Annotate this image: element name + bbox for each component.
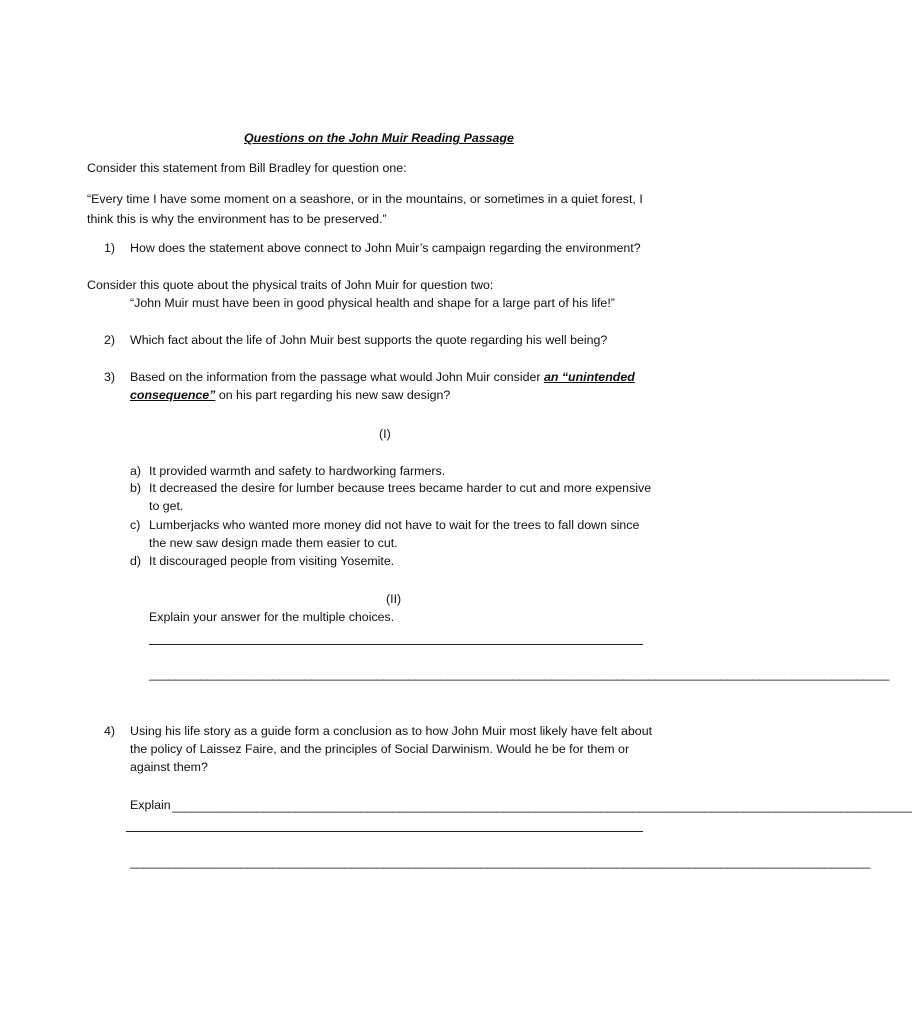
answer-line-dashed[interactable]: __________________________________________________________________________________________________________________	[130, 855, 870, 869]
question-text-line-3: against them?	[130, 760, 208, 774]
question-text-line-2: the policy of Laissez Faire, and the principles of Social Darwinism. Would he be for them or	[130, 742, 630, 756]
question-text: Which fact about the life of John Muir best supports the quote regarding his well being?	[130, 333, 608, 347]
choice-letter: d)	[130, 554, 142, 568]
explain-label: Explain	[130, 798, 171, 812]
intro-question-one: Consider this statement from Bill Bradley for question one:	[87, 161, 407, 175]
question-text-line-1	[130, 368, 635, 386]
question-number: 2)	[104, 333, 116, 347]
choice-text-continued: the new saw design made them easier to cut.	[149, 536, 398, 550]
choice-letter: b)	[130, 481, 142, 495]
question-number: 3)	[104, 370, 116, 384]
explain-answer-line[interactable]: __________________________________________________________________________________________________________________	[172, 799, 912, 813]
choice-text: It provided warmth and safety to hardworking farmers.	[149, 464, 446, 478]
question-number: 1)	[104, 241, 116, 255]
bradley-quote-line-2: think this is why the environment has to be preserved.”	[87, 212, 387, 226]
choice-text-continued: to get.	[149, 499, 184, 513]
choice-text: It decreased the desire for lumber because trees became harder to cut and more expensive	[149, 481, 652, 495]
question-text-suffix: on his part regarding his new saw design?	[215, 388, 451, 402]
explain-prompt: Explain your answer for the multiple choices.	[149, 610, 395, 624]
bradley-quote-line-1: “Every time I have some moment on a seashore, or in the mountains, or sometimes in a quiet forest, I	[87, 192, 643, 206]
part-one-label: (I)	[379, 427, 391, 441]
choice-text: It discouraged people from visiting Yosemite.	[149, 554, 395, 568]
intro-question-two: Consider this quote about the physical traits of John Muir for question two:	[87, 278, 494, 292]
question-text-line-1: Using his life story as a guide form a conclusion as to how John Muir most likely have felt about	[130, 724, 653, 738]
question-text: Based on the information from the passage what would John Muir consider	[130, 370, 544, 384]
answer-line-solid[interactable]	[149, 644, 643, 645]
part-two-label: (II)	[386, 592, 402, 606]
consequence-emphasis: consequence”	[130, 388, 216, 402]
choice-letter: c)	[130, 518, 141, 532]
answer-line-solid[interactable]	[126, 831, 643, 832]
choice-text: Lumberjacks who wanted more money did not have to wait for the trees to fall down since	[149, 518, 640, 532]
unintended-emphasis: an “unintended	[543, 370, 635, 384]
physical-traits-quote: “John Muir must have been in good physical health and shape for a large part of his life!”	[130, 296, 615, 310]
question-number: 4)	[104, 724, 116, 738]
answer-line-dashed[interactable]: __________________________________________________________________________________________________________________	[149, 667, 889, 681]
page-title: Questions on the John Muir Reading Passage	[244, 131, 514, 145]
question-text: How does the statement above connect to John Muir’s campaign regarding the environment?	[130, 241, 641, 255]
choice-letter: a)	[130, 464, 142, 478]
question-text-line-2	[130, 386, 450, 404]
